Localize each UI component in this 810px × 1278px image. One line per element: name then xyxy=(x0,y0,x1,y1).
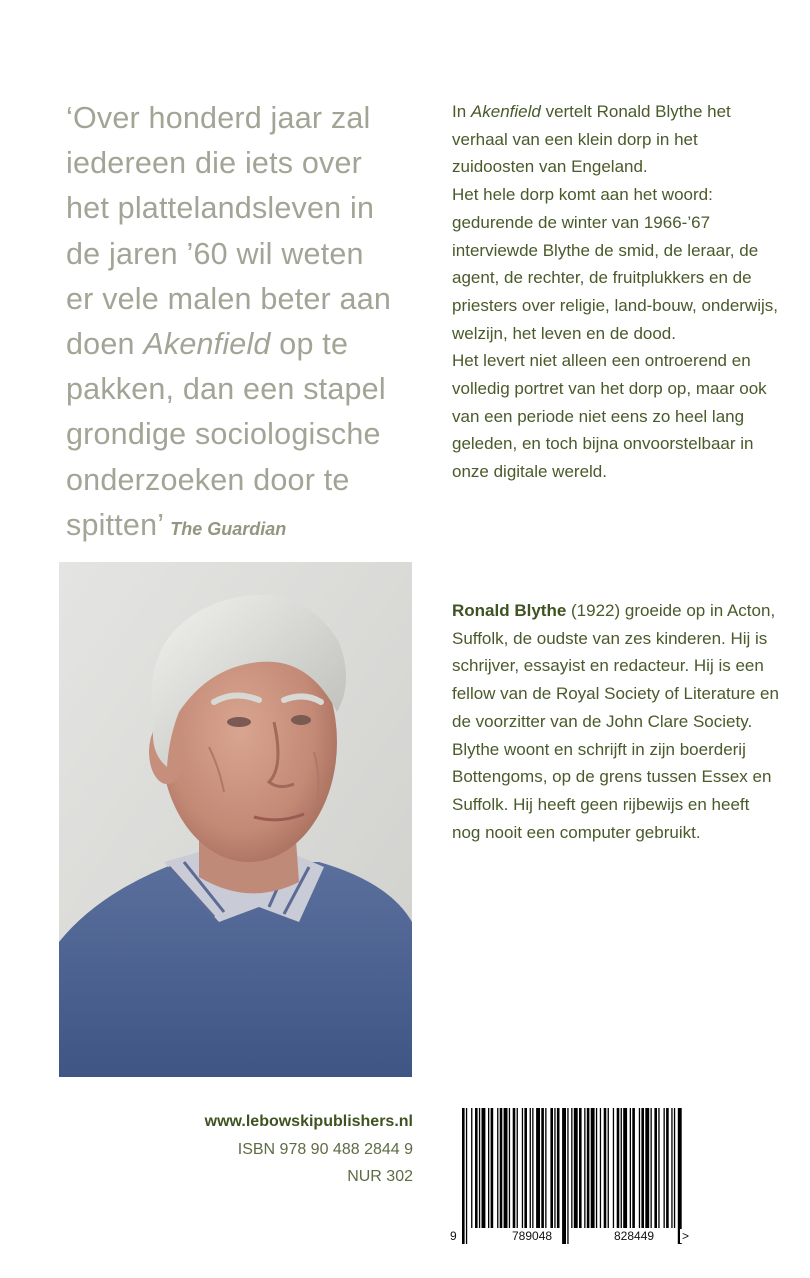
barcode-bar xyxy=(621,1108,622,1228)
barcode-bar xyxy=(571,1108,572,1228)
barcode-bar xyxy=(613,1108,614,1228)
summary-book-title: Akenfield xyxy=(470,102,541,121)
barcode-bar xyxy=(587,1108,590,1228)
barcode-bar xyxy=(471,1108,472,1228)
barcode-digit-first: 9 xyxy=(450,1229,457,1243)
author-name: Ronald Blythe xyxy=(452,601,567,620)
barcode-bar xyxy=(671,1108,672,1228)
quote-line: pakken, dan een stapel xyxy=(66,372,386,407)
barcode-bar xyxy=(623,1108,627,1228)
barcode-bar xyxy=(608,1108,609,1228)
book-summary xyxy=(452,98,782,486)
barcode-bar xyxy=(500,1108,503,1228)
quote-line xyxy=(66,503,426,552)
barcode-bar xyxy=(517,1108,518,1228)
barcode-bar xyxy=(545,1108,546,1228)
barcode-bar xyxy=(617,1108,620,1228)
barcode-bar xyxy=(567,1108,568,1244)
barcode-bar xyxy=(678,1108,682,1244)
barcode-digits-left: 789048 xyxy=(512,1229,553,1243)
barcode-bar xyxy=(674,1108,675,1228)
barcode-bar xyxy=(530,1108,531,1228)
quote-text: doen xyxy=(66,327,144,362)
publisher-info xyxy=(205,1108,413,1191)
summary-text: In xyxy=(452,102,471,121)
barcode-bar xyxy=(522,1108,523,1228)
quote-text: op te xyxy=(270,327,349,362)
barcode-bar xyxy=(604,1108,607,1228)
barcode-bar xyxy=(664,1108,665,1228)
barcode-bar xyxy=(479,1108,480,1228)
barcode-digits xyxy=(448,1229,694,1245)
barcode-bar xyxy=(591,1108,595,1228)
author-photo xyxy=(59,562,412,1077)
barcode-bar xyxy=(541,1108,544,1228)
barcode-bar xyxy=(666,1108,669,1228)
barcode-bar xyxy=(654,1108,657,1228)
barcode-digits-right: 828449 xyxy=(614,1229,655,1243)
barcode-bar xyxy=(532,1108,533,1228)
quote-line: grondige sociologische xyxy=(66,417,381,452)
barcode-bar xyxy=(524,1108,527,1228)
quote-line xyxy=(66,322,426,367)
barcode-bar xyxy=(475,1108,478,1228)
quote-line: onderzoeken door te xyxy=(66,462,350,497)
barcode-bar xyxy=(557,1108,560,1228)
summary-paragraph: Het hele dorp komt aan het woord: gedurende de winter van 1966-’67 interviewde Blythe de smid, de leraar, de agent, de rechter, de fruitplukkers en de priesters over religie, land-bouw, onderwijs, welzijn, het leven en de dood. xyxy=(452,185,778,343)
bio-text: (1922) groeide op in Acton, Suffolk, de oudste van zes kinderen. Hij is schrijver, essayist en redacteur. Hij is een fellow van de Royal Society of Literature en de voorzitter van de John Clare Society. Blythe woont en schrijft in zijn boerderij Bottengoms, op de grens tussen Essex en Suffolk. Hij heeft geen rijbewijs en heeft nog nooit een computer gebruikt. xyxy=(452,601,779,842)
barcode-bar xyxy=(574,1108,578,1228)
barcode-bar xyxy=(491,1108,494,1228)
barcode-bar xyxy=(466,1108,467,1244)
barcode-bar xyxy=(600,1108,601,1228)
barcode-bar xyxy=(513,1108,516,1228)
barcode-bar xyxy=(509,1108,510,1228)
author-bio xyxy=(452,597,782,846)
quote-source: The Guardian xyxy=(170,518,287,539)
barcode-bar xyxy=(562,1108,566,1244)
barcode-bar xyxy=(482,1108,486,1228)
barcode-bar xyxy=(550,1108,553,1228)
barcode-bar xyxy=(596,1108,597,1228)
barcode-bar xyxy=(536,1108,540,1228)
barcode-bar xyxy=(641,1108,644,1228)
barcode-bar xyxy=(554,1108,555,1228)
nur-code: NUR 302 xyxy=(347,1168,413,1185)
pull-quote xyxy=(66,96,426,552)
quote-line: ‘Over honderd jaar zal xyxy=(66,101,371,135)
barcode-bar xyxy=(645,1108,649,1228)
quote-line: er vele malen beter aan xyxy=(66,281,392,316)
barcode-bar xyxy=(584,1108,585,1228)
quote-line: het plattelandsleven in xyxy=(66,191,375,226)
isbn: ISBN 978 90 488 2844 9 xyxy=(237,1140,413,1158)
barcode-bar xyxy=(462,1108,465,1244)
quote-book-title: Akenfield xyxy=(143,327,271,362)
summary-paragraph: Het levert niet alleen een ontroerend en volledig portret van het dorp op, maar ook van een periode niet eens zo heel lang geleden, en toch bijna onvoorstelbaar in onze digitale wereld. xyxy=(452,351,767,482)
barcode-bar xyxy=(651,1108,652,1228)
barcode-bar xyxy=(630,1108,631,1228)
barcode-arrow: > xyxy=(682,1229,690,1243)
barcode-bar xyxy=(639,1108,640,1228)
quote-line: iedereen die iets over xyxy=(66,146,363,181)
barcode-bar xyxy=(488,1108,489,1228)
summary-text: vertelt Ronald Blythe het verhaal van een klein dorp in het zuidoosten van Engeland. xyxy=(452,102,731,177)
barcode-bar xyxy=(504,1108,508,1228)
bio-paragraph xyxy=(452,597,782,846)
barcode-bar xyxy=(632,1108,635,1228)
publisher-url[interactable]: www.lebowskipublishers.nl xyxy=(204,1113,413,1130)
quote-text: spitten’ xyxy=(66,507,165,542)
barcode-bar xyxy=(497,1108,498,1228)
quote-line: de jaren ’60 wil weten xyxy=(66,236,364,271)
barcode-bar xyxy=(579,1108,582,1228)
summary-paragraph xyxy=(452,98,782,181)
barcode-bar xyxy=(658,1108,659,1228)
